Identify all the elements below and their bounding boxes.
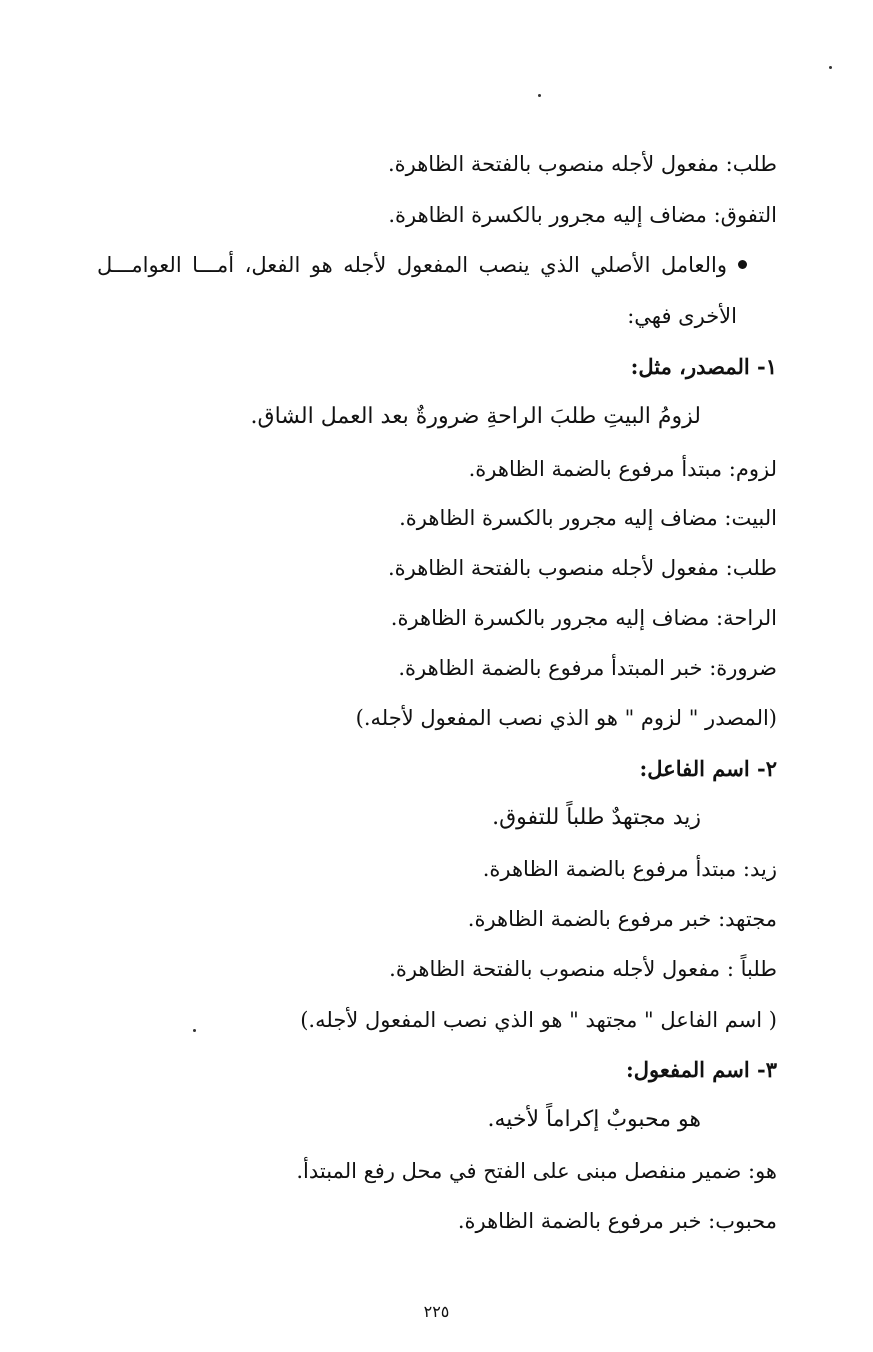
text-line: زيد: مبتدأ مرفوع بالضمة الظاهرة. [482,857,777,881]
section-heading: ٢- اسم الفاعل: [639,756,777,781]
text-line: طلباً : مفعول لأجله منصوب بالفتحة الظاهرة. [389,957,777,981]
text-line: مجتهد: خبر مرفوع بالضمة الظاهرة. [467,907,777,931]
bullet-icon [738,260,747,269]
text-line: لزوم: مبتدأ مرفوع بالضمة الظاهرة. [468,457,777,481]
bullet-paragraph-line: والعامل الأصلي الذي ينصب المفعول لأجله هو الفعل، أمـــا العوامـــل [97,253,727,277]
text-line: الراحة: مضاف إليه مجرور بالكسرة الظاهرة. [390,606,777,630]
text-line: محبوب: خبر مرفوع بالضمة الظاهرة. [457,1209,777,1233]
scan-speck [829,66,832,69]
text-line: (المصدر " لزوم " هو الذي نصب المفعول لأجله.) [355,706,777,730]
example-sentence: لزومُ البيتِ طلبَ الراحةِ ضرورةٌ بعد العمل الشاق. [250,404,701,429]
text-line: ضرورة: خبر المبتدأ مرفوع بالضمة الظاهرة. [398,656,777,680]
text-line: طلب: مفعول لأجله منصوب بالفتحة الظاهرة. [387,556,777,580]
text-line: طلب: مفعول لأجله منصوب بالفتحة الظاهرة. [387,152,777,176]
text-line: التفوق: مضاف إليه مجرور بالكسرة الظاهرة. [388,203,777,227]
page-number: ٢٢٥ [423,1302,450,1321]
text-line: هو: ضمير منفصل مبنى على الفتح في محل رفع المبتدأ. [296,1159,777,1183]
text-line: البيت: مضاف إليه مجرور بالكسرة الظاهرة. [399,506,777,530]
section-heading: ٣- اسم المفعول: [625,1057,777,1082]
scan-speck [538,94,541,97]
section-heading: ١- المصدر، مثل: [630,354,777,379]
text-line: ( اسم الفاعل " مجتهد " هو الذي نصب المفعول لأجله.) [300,1008,777,1032]
bullet-paragraph-continuation: الأخرى فهي: [627,304,737,328]
example-sentence: هو محبوبٌ إكراماً لأخيه. [487,1107,701,1132]
example-sentence: زيد مجتهدٌ طلباً للتفوق. [492,805,701,830]
scan-speck [193,1029,196,1032]
